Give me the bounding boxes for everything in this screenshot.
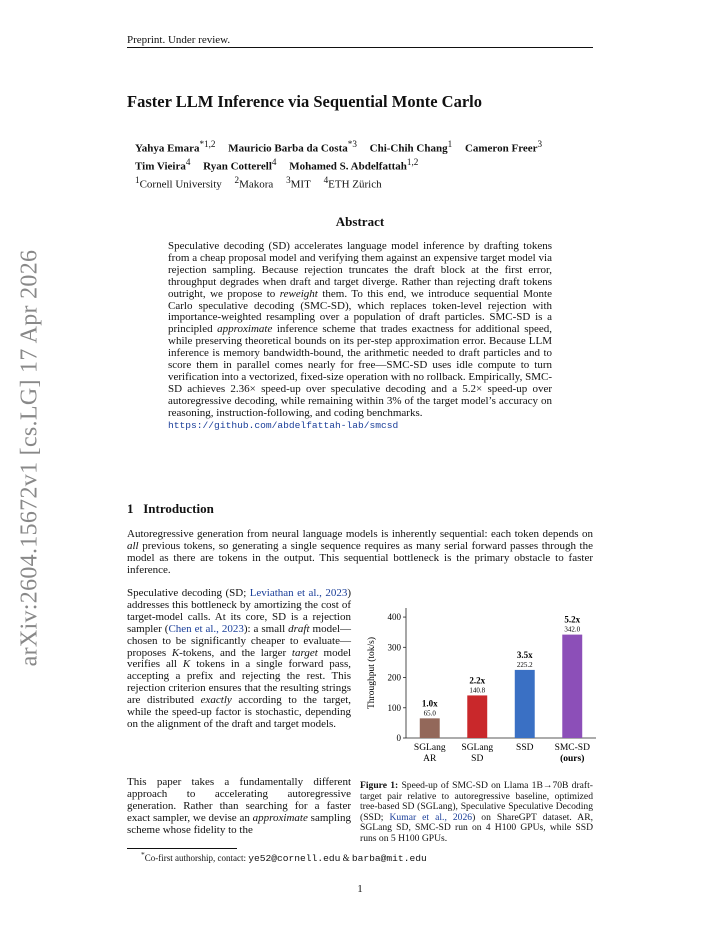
speedup-label: 5.2x [564,614,581,625]
author-name: Ryan Cotterell [203,160,272,173]
code-link[interactable]: https://github.com/abdelfattah-lab/smcsd [168,419,399,431]
footnote-rule [127,848,237,849]
author-sup: 1 [447,139,453,149]
y-tick-label: 300 [387,642,401,653]
intro-paragraph-2: Speculative decoding (SD; Leviathan et al., 2023) addresses this bottleneck by amortizing the cost of target-model calls. At its core, SD is a rejection sampler (Chen et al., 2023): a small draft model—chosen to be significantly cheaper to evaluate—proposes K-tokens, and the larger target model verifies all K tokens in a single forward pass, accepting a prefix and rejecting the rest. This rejection criterion ensures that the resulting strings are distributed exactly according to the target, while the speed-up factor is stochastic, depending on the alignment of the draft and target models. [127,587,352,730]
abstract-body: Speculative decoding (SD) accelerates language model inference by drafting tokens from a cheap proposal model and verifying them against an expensive target model via rejection sampling. Because rejection truncates the draft block at the first error, throughput degrades when draft and target diverge. Rather than rejecting draft tokens outright, we propose to reweight them. To this end, we introduce sequential Monte Carlo speculative decoding (SMC-SD), which replaces token-level rejection with importance-weighted resampling over a population of draft particles. SMC-SD is a principled approximate inference scheme that trades exactness for additional speed, while preserving theoretical bounds on its per-step approximation error. Because LLM inference is memory bandwidth-bound, the arithmetic needed to draft particles and to score them in parallel comes nearly for free—SMC-SD uses idle compute to turn verification into a vectorized, fixed-size operation with no rollback. Empirically, SMC-SD achieves 2.36× speed-up over speculative decoding and a 5.2× speed-up over autoregressive decoding, while remaining within 3% of the target model’s accuracy on reasoning, instruction-following, and coding benchmarks. https://github.com/abdelfattah-lab/smcsd [168,240,552,431]
throughput-bar-chart [360,600,600,775]
author-sup: *3 [347,139,357,149]
author-name: Chi-Chih Chang [369,142,448,155]
bar [562,635,582,738]
intro-paragraph-1: Autoregressive generation from neural language models is inherently sequential: each token depends on all previous tokens, so generating a single sequence requires as many serial forward passes through the model as there are tokens in the output. This sequential bottleneck is the primary obstacle to faster inference. [127,528,593,576]
value-label: 225.2 [516,660,533,669]
author-sup: 1,2 [406,157,419,168]
value-label: 140.8 [469,686,486,695]
author-block [135,138,605,192]
y-tick-label: 200 [387,672,401,683]
speedup-label: 1.0x [421,698,438,709]
bar [515,670,535,738]
author-name: Yahya Emara [135,142,200,155]
y-tick-label: 100 [387,702,401,713]
value-label: 65.0 [423,709,436,718]
author-sup: *1,2 [199,139,216,149]
arxiv-sidebar [10,249,50,667]
y-axis-title: Throughput (tok/s) [367,636,377,710]
bar [467,695,487,738]
x-tick-label: SGLang [461,743,494,753]
author-sup: 3 [537,139,543,149]
y-tick-label: 0 [396,733,401,743]
author-name: Tim Vieira [135,160,186,173]
x-tick-label: AR [423,754,437,764]
x-tick-label: SMC-SD [554,743,590,753]
intro-paragraph-3: This paper takes a fundamentally different approach to accelerating autoregressive generation. Rather than searching for a faster exact sampler, we devise an approximate sampling scheme whose fidelity to the [127,776,351,836]
x-tick-label: SD [471,754,484,764]
bar [420,718,440,738]
affiliations: $^1$Cornell University $^2$Makora $^3$MIT $^4$ETH Zürich [135,175,382,191]
paper-title: Faster LLM Inference via Sequential Monte Carlo [127,92,483,111]
figure-caption: Figure 1: Speed-up of SMC-SD on Llama 1B→70B draft-target pair relative to autoregressive baseline, optimized tree-based SD (SGLang), Speculative Speculative Decoding (SSD; Kumar et al., 2026) on ShareGPT dataset. AR, SGLang SD, SMC-SD run on 4 H100 GPUs, while SSD runs on 5 H100 GPUs. [360,780,593,844]
author-sup: 4 [185,157,191,168]
running-header: Preprint. Under review. [127,34,231,46]
author-sup: 4 [271,157,277,168]
citation-link[interactable]: Leviathan et al., 2023 [249,587,348,599]
author-name: Cameron Freer [464,142,538,155]
x-tick-label: SGLang [413,743,446,753]
page-number: 1 [357,883,363,895]
footnote: *Co-first authorship, contact: ye52@cornell.edu & barba@mit.edu [141,850,427,864]
citation-link[interactable]: Kumar et al., 2026 [389,811,473,823]
abstract-heading: Abstract [335,214,385,229]
x-tick-label: (ours) [560,754,585,764]
x-tick-label: SSD [516,743,534,753]
section-heading: 1 Introduction [127,501,214,516]
arxiv-stamp: arXiv:2604.15672v1 [cs.LG] 17 Apr 2026 [16,249,43,667]
header-rule [127,47,593,48]
speedup-label: 3.5x [516,649,533,660]
speedup-label: 2.2x [469,675,486,686]
value-label: 342.0 [564,625,581,634]
citation-link[interactable]: Chen et al., 2023 [168,622,244,635]
author-name: Mauricio Barba da Costa [228,142,348,155]
author-name: Mohamed S. Abdelfattah [289,160,407,173]
y-tick-label: 400 [387,612,401,623]
